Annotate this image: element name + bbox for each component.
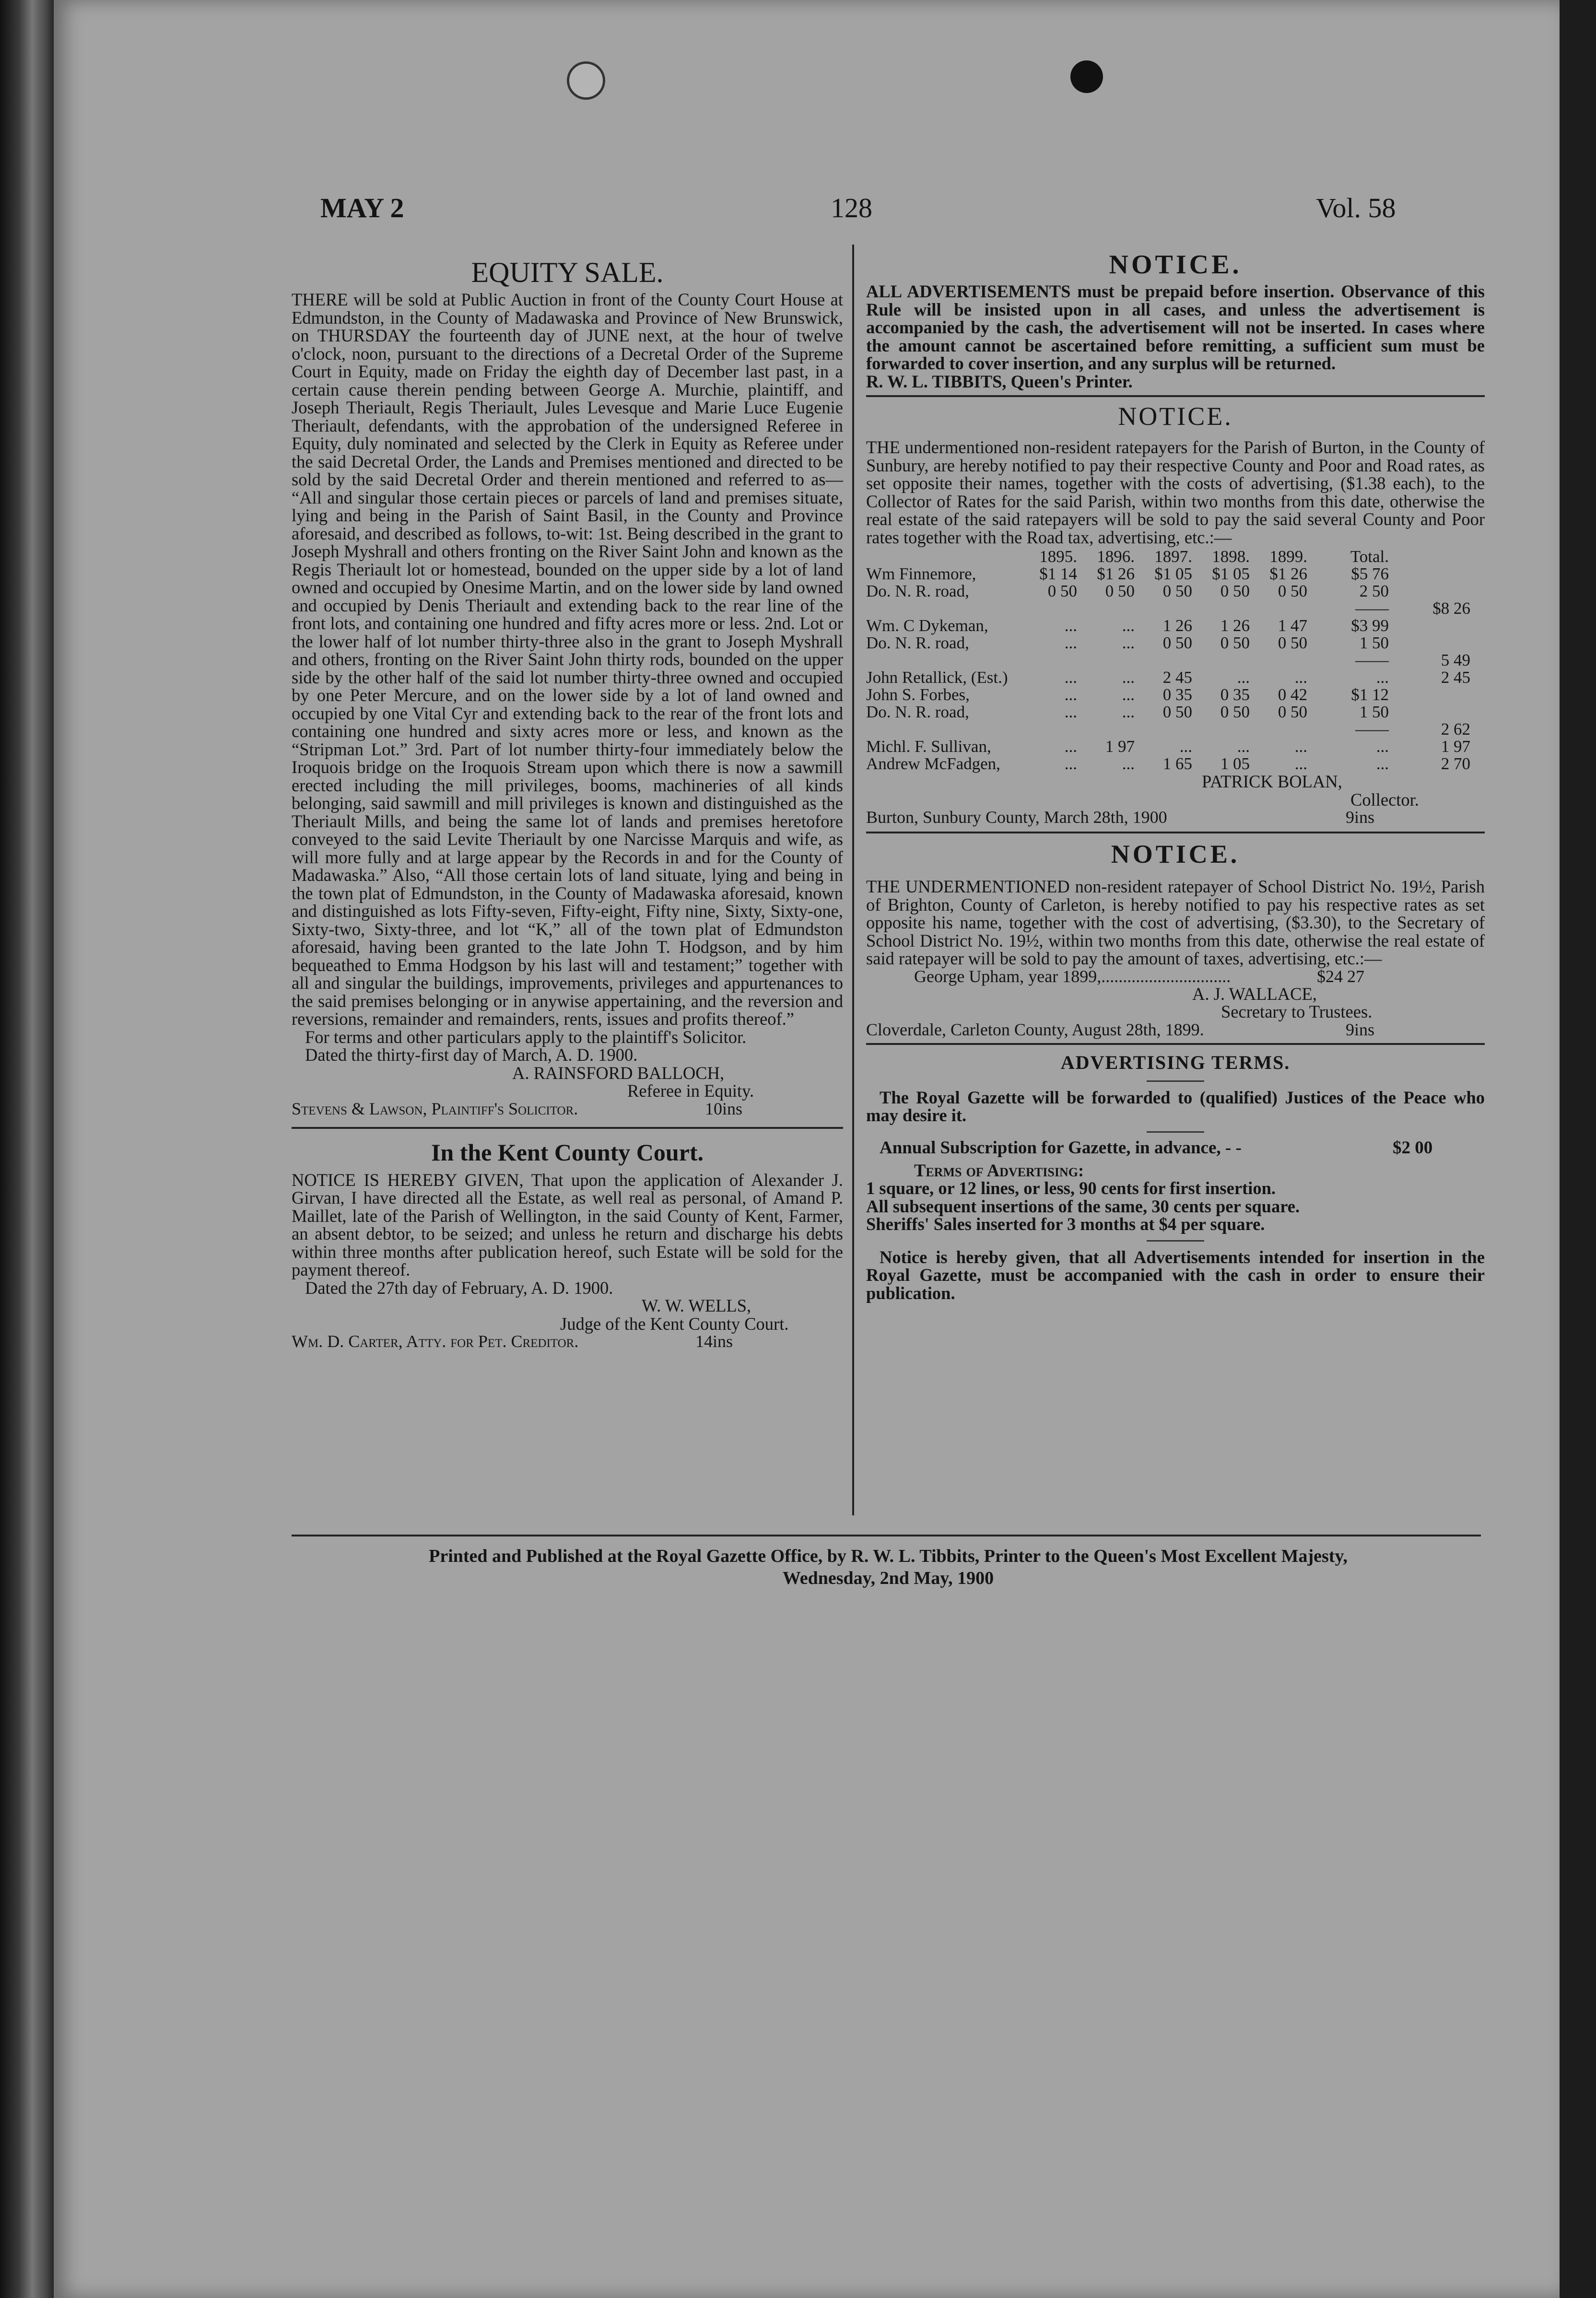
section-rule <box>292 1127 843 1129</box>
rate-cell: $1 26 <box>1097 564 1135 583</box>
column-divider <box>852 245 854 1515</box>
footer-line-2: Wednesday, 2nd May, 1900 <box>782 1568 994 1588</box>
rates-row <box>866 721 1485 738</box>
rates-row <box>866 755 1485 773</box>
notice-burton-title: NOTICE. <box>1118 402 1233 431</box>
footer-rule <box>292 1535 1481 1536</box>
subscription-price: $2 00 <box>1393 1137 1433 1158</box>
rates-row <box>866 686 1485 703</box>
rate-cell: $1 26 <box>1269 564 1307 583</box>
rate-cell: ... <box>1064 668 1077 687</box>
kent-court-body: NOTICE IS HEREBY GIVEN, That upon the application of Alexander J. Girvan, I have directed all the Estate, as well real as personal, of Amand P. Maillet, late of the Parish of Wellington, in the said County of Kent, Farmer, an absent debtor, to be seized; and unless he return and discharge his debts within three months after publication hereof, such Estate will be sold for the payment thereof. <box>292 1170 843 1279</box>
rate-cell: ... <box>1376 737 1389 756</box>
equity-sale-solicitor: Stevens & Lawson, Plaintiff's Solicitor. <box>292 1099 578 1118</box>
equity-sale-signer-title: Referee in Equity. <box>627 1081 754 1101</box>
advertising-intro: The Royal Gazette will be forwarded to (qualified) Justices of the Peace who may desire it. <box>866 1087 1485 1125</box>
notice-brighton-entry: George Upham, year 1899,.............................. <box>914 966 1231 986</box>
terms-label: Terms of Advertising: <box>914 1160 1084 1180</box>
rate-grand-total <box>1389 634 1470 652</box>
rate-grand-total <box>1389 703 1470 721</box>
rate-cell: ... <box>1122 703 1135 721</box>
rates-row <box>866 583 1485 600</box>
rate-cell: ... <box>1064 685 1077 704</box>
header-volume: Vol. 58 <box>1316 192 1396 223</box>
notice-brighton-entry-row <box>866 968 1485 985</box>
rate-cell: $1 14 <box>1039 564 1077 583</box>
rate-cell: ... <box>1064 616 1077 635</box>
notice-burton-ins: 9ins <box>1346 808 1375 827</box>
kent-court-title: In the Kent County Court. <box>431 1138 704 1166</box>
rate-cell: $1 05 <box>1154 564 1192 583</box>
rate-cell: ... <box>1376 668 1389 687</box>
rate-cell <box>1250 600 1307 617</box>
ratepayer-name <box>866 600 1020 617</box>
rate-cell <box>1250 652 1307 669</box>
footer-imprint <box>313 1545 1464 1589</box>
ratepayer-name: Wm Finnemore, <box>866 564 976 583</box>
rate-cell: $1 12 <box>1351 685 1389 704</box>
notice-burton-place: Burton, Sunbury County, March 28th, 1900 <box>866 808 1167 827</box>
rate-grand-total: $8 26 <box>1432 599 1470 618</box>
section-rule <box>866 1043 1485 1045</box>
notice-brighton-place: Cloverdale, Carleton County, August 28th, 1899. <box>866 1020 1204 1039</box>
ratepayer-name: Do. N. R. road, <box>866 633 969 652</box>
rate-cell: —— <box>1355 599 1389 618</box>
rate-cell: 1 47 <box>1278 616 1307 635</box>
rate-cell: 1 50 <box>1359 703 1389 721</box>
rate-cell: 0 50 <box>1278 582 1307 600</box>
terms-line: 1 square, or 12 lines, or less, 90 cents for first insertion. <box>866 1178 1276 1198</box>
rates-row <box>866 652 1485 669</box>
rate-cell: ... <box>1294 737 1307 756</box>
rate-grand-total: 5 49 <box>1441 651 1470 669</box>
rate-cell: $5 76 <box>1351 564 1389 583</box>
rate-cell: ... <box>1294 754 1307 773</box>
rate-cell: $1 05 <box>1212 564 1250 583</box>
rate-cell: 1 50 <box>1359 633 1389 652</box>
ratepayer-name: John S. Forbes, <box>866 685 970 704</box>
rate-cell: —— <box>1355 720 1389 739</box>
header-page-number: 128 <box>831 192 872 223</box>
rate-cell <box>1192 652 1250 669</box>
short-rule <box>1147 1240 1204 1242</box>
terms-line: Sheriffs' Sales inserted for 3 months at $4 per square. <box>866 1214 1265 1234</box>
advertising-closing: Notice is hereby given, that all Advertisements intended for insertion in the Royal Gazette, must be accompanied with the cash in order to ensure their publication. <box>866 1247 1485 1303</box>
notice-prepaid-title: NOTICE. <box>1109 250 1242 280</box>
kent-court-attorney: Wm. D. Carter, Atty. for Pet. Creditor. <box>292 1332 579 1351</box>
equity-sale-signer: A. RAINSFORD BALLOCH, <box>512 1063 725 1083</box>
notice-brighton-amount: $24 27 <box>1317 966 1364 986</box>
kent-court-signer-title: Judge of the Kent County Court. <box>560 1313 789 1334</box>
equity-sale-terms: For terms and other particulars apply to the plaintiff's Solicitor. <box>305 1027 747 1047</box>
rates-header-row <box>866 548 1485 565</box>
rate-cell: 1 26 <box>1220 616 1250 635</box>
rates-row <box>866 634 1485 652</box>
notice-brighton-ins: 9ins <box>1346 1020 1375 1039</box>
rate-cell: 0 35 <box>1220 685 1250 704</box>
right-column <box>866 247 1485 1302</box>
rate-cell: 1 97 <box>1105 737 1135 756</box>
punch-hole <box>567 61 605 100</box>
rate-cell: ... <box>1122 754 1135 773</box>
rate-cell <box>1020 721 1077 738</box>
column-header: 1896. <box>1097 547 1135 566</box>
rate-cell: —— <box>1355 651 1389 669</box>
short-rule <box>1147 1131 1204 1133</box>
kent-court-dated: Dated the 27th day of February, A. D. 1900. <box>305 1278 613 1298</box>
notice-burton-body: THE undermentioned non-resident ratepayers for the Parish of Burton, in the County of Sunbury, are hereby notified to pay their respective County and Poor and Road rates, as set opposite their names, together with the costs of advertising, ($1.38 each), to the Collector of Rates for the said Parish, within two months from this date, otherwise the real estate of the said ratepayers will be sold to pay the said several County and Poor rates together with the Road tax, advertising, etc.:— <box>866 437 1485 547</box>
rate-cell <box>1077 721 1135 738</box>
rate-cell: ... <box>1122 668 1135 687</box>
rates-table <box>866 548 1485 773</box>
equity-sale-solicitor-row <box>292 1100 742 1117</box>
rate-cell: ... <box>1376 754 1389 773</box>
notice-prepaid-signer: R. W. L. TIBBITS, Queen's Printer. <box>866 371 1133 391</box>
rate-cell: ... <box>1237 668 1250 687</box>
column-header: 1897. <box>1154 547 1192 566</box>
column-header: 1895. <box>1039 547 1077 566</box>
kent-court-signer: W. W. WELLS, <box>642 1296 751 1315</box>
notice-brighton-signer: A. J. WALLACE, <box>1192 984 1317 1004</box>
ratepayer-name: Do. N. R. road, <box>866 703 969 721</box>
rate-cell: 0 42 <box>1278 685 1307 704</box>
notice-burton-signer-title: Collector. <box>1350 789 1419 809</box>
advertising-terms-title: ADVERTISING TERMS. <box>1060 1051 1291 1073</box>
rate-cell: 0 50 <box>1162 582 1192 600</box>
rate-cell: 0 50 <box>1047 582 1077 600</box>
terms-line: All subsequent insertions of the same, 30 cents per square. <box>866 1196 1300 1216</box>
rate-cell: 0 50 <box>1220 703 1250 721</box>
rate-cell <box>1077 652 1135 669</box>
rates-row <box>866 617 1485 634</box>
notice-prepaid-body: ALL ADVERTISEMENTS must be prepaid before insertion. Observance of this Rule will be insisted upon in all cases, and unless the advertisement is accompanied by the cash, the advertisement will not be inserted. In cases where the amount cannot be ascertained before remitting, a sufficient sum must be forwarded to cover insertion, and any surplus will be returned. <box>866 281 1485 373</box>
rate-cell: 0 50 <box>1105 582 1135 600</box>
notice-brighton-signer-title: Secretary to Trustees. <box>1221 1002 1373 1021</box>
ratepayer-name: Andrew McFadgen, <box>866 754 1000 773</box>
rate-grand-total: 2 45 <box>1441 668 1470 687</box>
rate-grand-total: 1 97 <box>1441 737 1470 756</box>
rate-cell <box>1020 600 1077 617</box>
subscription-label: Annual Subscription for Gazette, in advance, - - <box>880 1137 1242 1158</box>
header-date: MAY 2 <box>320 192 404 223</box>
equity-sale-body: THERE will be sold at Public Auction in front of the County Court House at Edmundston, in the County of Madawaska and Province of New Brunswick, on THURSDAY the fourteenth day of JUNE next, at the hour of twelve o'clock, noon, pursuant to the directions of a Decretal Order of the Supreme Court in Equity, made on Friday the eighth day of December last past, in a certain cause therein pending between George A. Murchie, plaintiff, and Joseph Theriault, Regis Theriault, Jules Levesque and Marie Luce Eugenie Theriault, defendants, with the approbation of the undersigned Referee in Equity, duly nominated and selected by the Clerk in Equity as Referee under the said Decretal Order, the Lands and Premises mentioned and directed to be sold by the said Decretal Order and therein mentioned and referred to as— “All and singular those certain pieces or parcels of land and premises situate, lying and being in the Parish of Saint Basil, in the County and Province aforesaid, and described as follows, to-wit: 1st. Being described in the grant to Joseph Myshrall and others fronting on the River Saint John and known as the Regis Theriault lot or homestead, bounded on the upper side by a lot of land owned and occupied by Onesime Martin, and on the lower side by land owned and occupied by Denis Theriault and extending back to the rear line of the front lots, and containing one hundred and fifty acres more or less. 2nd. Lot or the lower half of lot number thirty-three also in the grant to Joseph Myshrall and others, fronting on the River Saint John thirty rods, bounded on the upper side by the other half of the said lot number thirty-three owned and occupied by one Peter Mercure, and on the lower side by a lot of land owned and occupied by one Vital Cyr and extending back to the rear of the front lots and containing one hundred and sixty acres more or less, and known as the “Stripman Lot.” 3rd. Part of lot number thirty-four immediately below the Iroquois bridge on the Iroquois Stream upon which there is now a sawmill erected including the mill privileges, booms, machineries of all kinds belonging, said sawmill and mill privileges is known and distinguished as the Theriault Mills, and being the same lot of lands and premises heretofore conveyed to the said Levite Theriault by one Narcisse Marquis and wife, as will more fully and at large appear by the Records in and for the County of Madawaska.” Also, “All those certain lots of land situate, lying and being in the town plat of Edmundston, in the County of Madawaska aforesaid, known and distinguished as lots Fifty-seven, Fifty-eight, Fifty nine, Sixty, Sixty-one, Sixty-two, Sixty-three, and lot “K,” all of the town plat of Edmundston aforesaid, having been granted to the late John T. Hodgson, and by him bequeathed to Emma Hodgson by his last will and testament;” together with all and singular the buildings, improvements, privileges and appurtenances to the said premises belonging or in anywise appertaining, and the reversion and reversions, remainder and remainders, rents, issues and profits thereof.” <box>292 290 843 1029</box>
rate-cell: ... <box>1122 616 1135 635</box>
ratepayer-name <box>866 652 1020 669</box>
rate-cell: 1 26 <box>1162 616 1192 635</box>
rates-row <box>866 669 1485 686</box>
rate-cell: ... <box>1064 754 1077 773</box>
rate-cell: 1 05 <box>1220 754 1250 773</box>
column-header: 1899. <box>1269 547 1307 566</box>
rate-cell: ... <box>1294 668 1307 687</box>
rate-cell: 2 50 <box>1359 582 1389 600</box>
rate-cell: ... <box>1179 737 1192 756</box>
column-header: 1898. <box>1212 547 1250 566</box>
rate-cell: 1 65 <box>1162 754 1192 773</box>
rate-cell: 0 50 <box>1162 633 1192 652</box>
rate-cell: 2 45 <box>1162 668 1192 687</box>
rate-cell: ... <box>1237 737 1250 756</box>
subscription-row <box>866 1139 1485 1157</box>
rates-row <box>866 703 1485 721</box>
rate-cell <box>1250 721 1307 738</box>
equity-sale-title: EQUITY SALE. <box>471 257 664 288</box>
rate-grand-total: 2 70 <box>1441 754 1470 773</box>
rate-grand-total <box>1389 583 1470 600</box>
notice-brighton-title: NOTICE. <box>1111 840 1240 868</box>
rate-cell: 0 50 <box>1162 703 1192 721</box>
ratepayer-name: Do. N. R. road, <box>866 582 969 600</box>
rate-cell <box>1135 652 1192 669</box>
gazette-page <box>54 0 1560 2298</box>
rate-grand-total <box>1389 686 1470 703</box>
notice-brighton-place-row <box>866 1021 1485 1038</box>
rate-cell <box>1192 600 1250 617</box>
ratepayer-name <box>866 721 1020 738</box>
kent-court-ins: 14ins <box>695 1332 733 1351</box>
rate-grand-total <box>1389 565 1470 583</box>
rate-cell <box>1135 721 1192 738</box>
rate-cell: 0 50 <box>1220 582 1250 600</box>
ratepayer-name: Wm. C Dykeman, <box>866 616 988 635</box>
ratepayer-name: John Retallick, (Est.) <box>866 668 1008 687</box>
kent-court-attorney-row <box>292 1333 733 1350</box>
section-rule <box>866 832 1485 833</box>
rates-row <box>866 600 1485 617</box>
left-column <box>292 254 843 1350</box>
notice-burton-signer: PATRICK BOLAN, <box>1202 772 1342 791</box>
section-rule <box>866 395 1485 397</box>
punch-hole <box>1070 60 1103 93</box>
rate-cell <box>1020 652 1077 669</box>
rate-cell: 0 50 <box>1278 703 1307 721</box>
short-rule <box>1147 1080 1204 1082</box>
rates-row <box>866 565 1485 583</box>
notice-burton-place-row <box>866 809 1485 826</box>
rate-cell: $3 99 <box>1351 616 1389 635</box>
rate-cell: ... <box>1122 685 1135 704</box>
rate-cell: 0 35 <box>1162 685 1192 704</box>
rate-cell: ... <box>1122 633 1135 652</box>
rate-cell: 0 50 <box>1220 633 1250 652</box>
book-spine <box>0 0 54 2298</box>
rate-cell <box>1192 721 1250 738</box>
rate-cell: ... <box>1064 737 1077 756</box>
notice-brighton-body: THE UNDERMENTIONED non-resident ratepayer of School District No. 19½, Parish of Brighton, County of Carleton, is hereby notified to pay his respective rates as set opposite his name, together with the cost of advertising, ($3.30), to the Secretary of School District No. 19½, within two months from this date, otherwise the real estate of said ratepayer will be sold to pay the amount of taxes, advertising, etc.:— <box>866 877 1485 968</box>
rate-cell: ... <box>1064 633 1077 652</box>
column-header: Total. <box>1350 547 1389 566</box>
rate-grand-total <box>1389 617 1470 634</box>
rate-cell: ... <box>1064 703 1077 721</box>
rate-cell: 0 50 <box>1278 633 1307 652</box>
ratepayer-name: Michl. F. Sullivan, <box>866 737 991 756</box>
equity-sale-ins: 10ins <box>704 1099 742 1118</box>
rates-row <box>866 738 1485 755</box>
equity-sale-dated: Dated the thirty-first day of March, A. D. 1900. <box>305 1045 638 1065</box>
footer-line-1: Printed and Published at the Royal Gazette Office, by R. W. L. Tibbits, Printer to the Queen's Most Excellent Majesty, <box>429 1546 1348 1566</box>
rate-cell <box>1135 600 1192 617</box>
rates-body <box>866 565 1485 773</box>
rate-cell <box>1077 600 1135 617</box>
rate-grand-total: 2 62 <box>1441 720 1470 739</box>
